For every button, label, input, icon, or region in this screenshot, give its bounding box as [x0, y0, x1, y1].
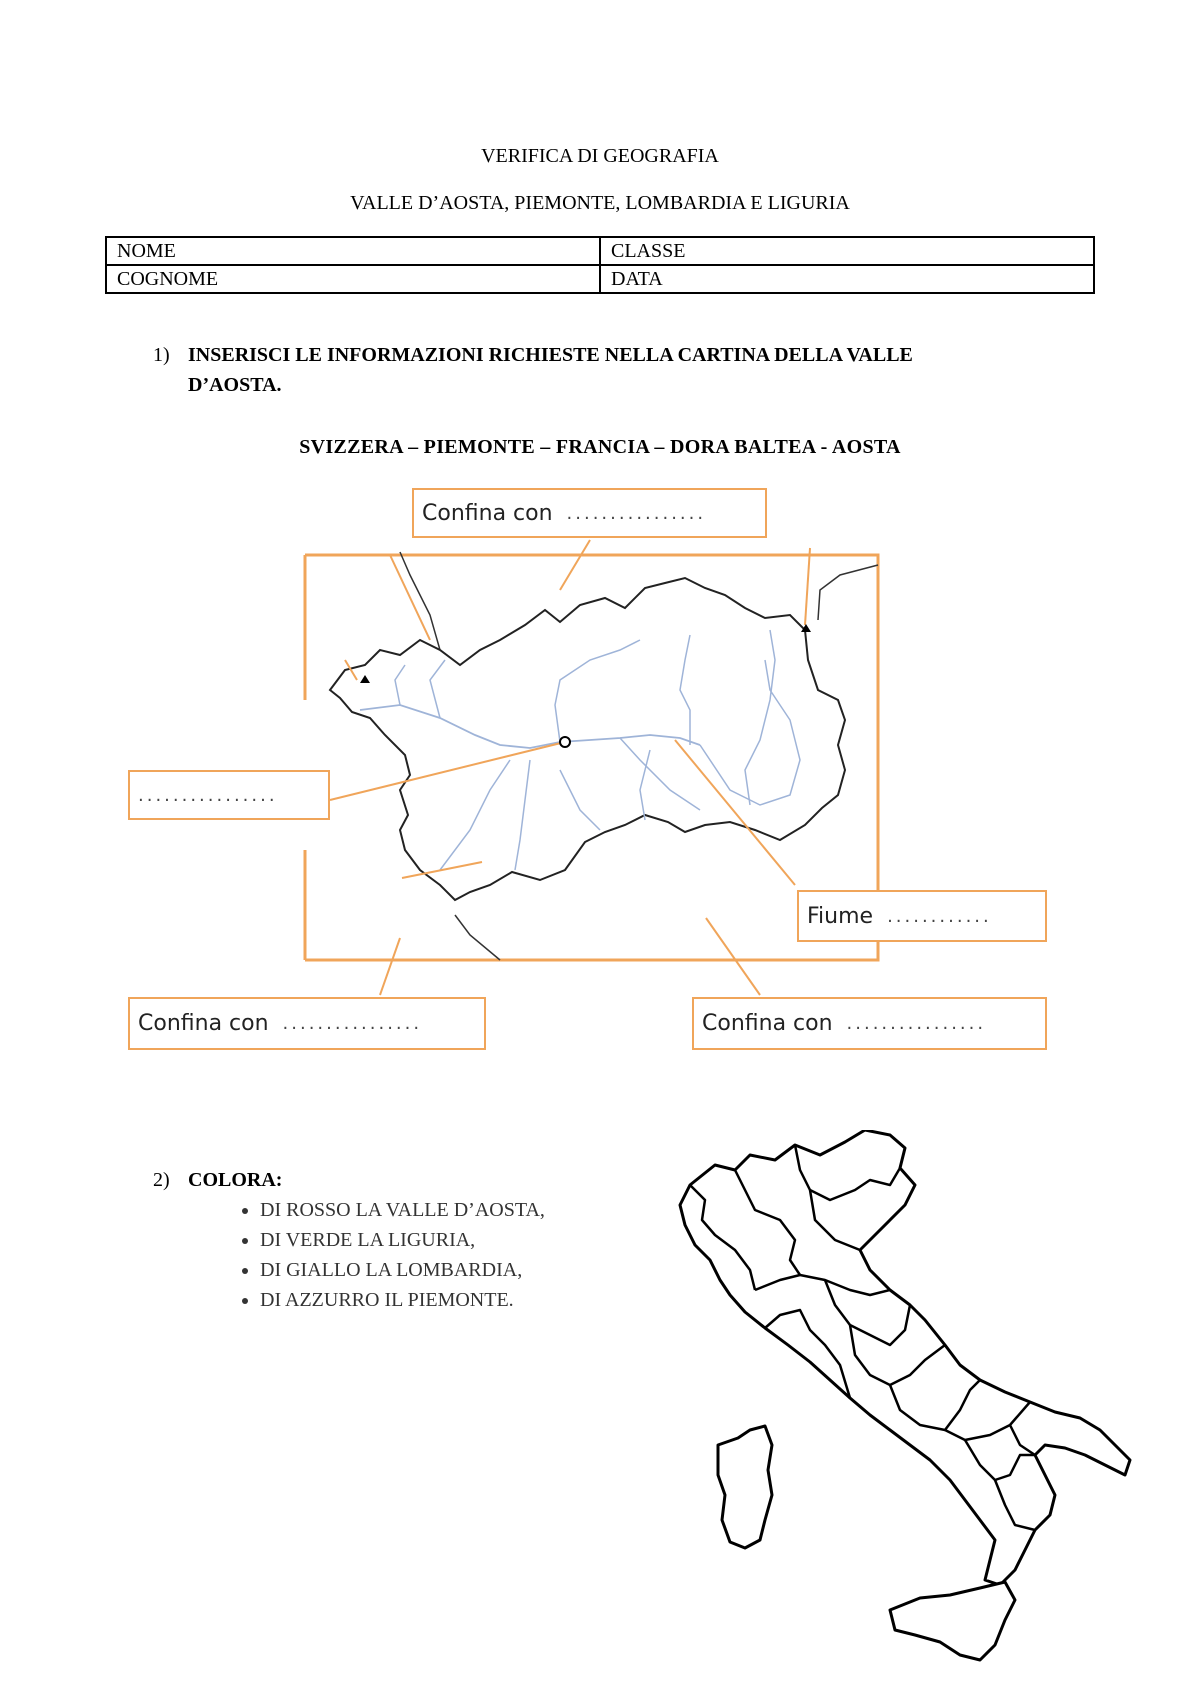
sardinia-outline [718, 1426, 772, 1548]
label-box-top[interactable] [412, 488, 767, 538]
question-1-text-line1: INSERISCI LE INFORMAZIONI RICHIESTE NELLA CARTINA DELLA VALLE [188, 344, 913, 366]
leader-line [706, 918, 760, 995]
nome-field[interactable]: NOME [106, 237, 600, 265]
list-item: • DI AZZURRO IL PIEMONTE. [260, 1285, 545, 1315]
leader-line [380, 938, 400, 995]
question-2-label: COLORA: [188, 1169, 283, 1191]
question-1-number: 1) [153, 344, 170, 366]
label-bottom-left-text: Confina con [138, 1011, 269, 1036]
border-line [455, 915, 500, 960]
italy-regions-map [660, 1130, 1140, 1690]
label-top-dots: ................ [566, 502, 707, 524]
border-line [818, 565, 878, 620]
question-1 [153, 340, 1103, 400]
classe-field[interactable]: CLASSE [600, 237, 1094, 265]
question-2 [153, 1165, 553, 1195]
leader-line [560, 540, 590, 590]
student-info-table [105, 236, 1095, 294]
list-item: • DI ROSSO LA VALLE D’AOSTA, [260, 1195, 545, 1225]
data-field[interactable]: DATA [600, 265, 1094, 293]
label-box-bottom-left[interactable] [128, 997, 486, 1050]
list-item: • DI VERDE LA LIGURIA, [260, 1225, 545, 1255]
label-box-left[interactable] [128, 770, 330, 820]
question-2-number: 2) [153, 1169, 170, 1191]
label-bottom-right-dots: ................ [846, 1013, 987, 1034]
list-item: • DI GIALLO LA LOMBARDIA, [260, 1255, 545, 1285]
word-bank: SVIZZERA – PIEMONTE – FRANCIA – DORA BALTEA - AOSTA [299, 436, 901, 458]
sicily-outline [890, 1582, 1015, 1660]
question-1-text-line2: D’AOSTA. [188, 374, 282, 396]
label-fiume-dots: ............ [887, 905, 992, 927]
cognome-field[interactable]: COGNOME [106, 265, 600, 293]
label-box-fiume[interactable] [797, 890, 1047, 942]
page-title: VERIFICA DI GEOGRAFIA [481, 145, 719, 167]
aosta-city-marker [560, 737, 570, 747]
leader-line [805, 548, 810, 625]
label-fiume-text: Fiume [807, 903, 874, 929]
leader-line [390, 555, 430, 640]
label-box-bottom-right[interactable] [692, 997, 1047, 1050]
label-bottom-right-text: Confina con [702, 1011, 833, 1036]
page-subtitle: VALLE D’AOSTA, PIEMONTE, LOMBARDIA E LIGURIA [350, 192, 850, 214]
color-instructions-list [215, 1195, 545, 1315]
label-left-dots: ................ [138, 784, 278, 806]
label-bottom-left-dots: ................ [282, 1013, 423, 1034]
label-top-text: Confina con [422, 500, 553, 526]
